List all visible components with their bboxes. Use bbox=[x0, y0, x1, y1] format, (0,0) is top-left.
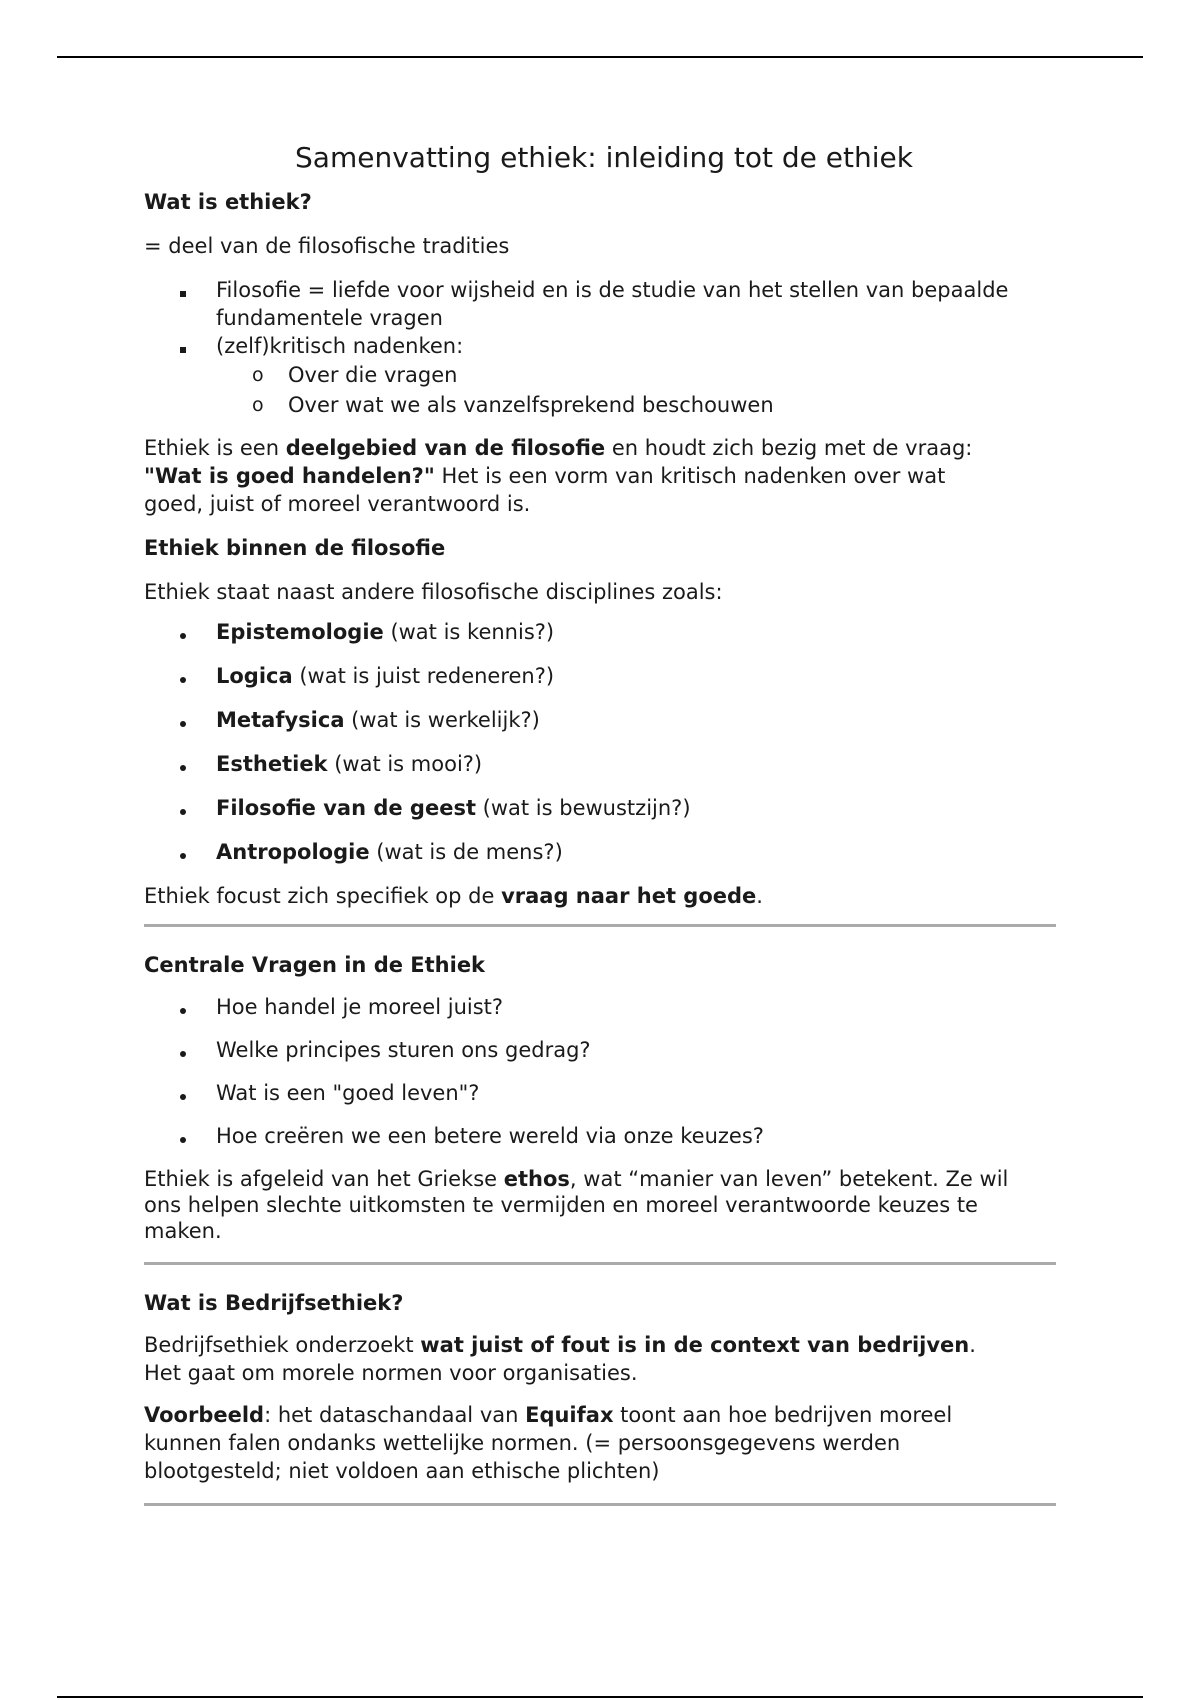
sub-list-item-text: Over die vragen bbox=[288, 363, 458, 387]
text-span: toont aan hoe bedrijven moreel bbox=[613, 1403, 953, 1427]
list-item-text: fundamentele vragen bbox=[216, 306, 443, 330]
text-span: , wat “manier van leven” betekent. Ze wil bbox=[569, 1167, 1009, 1191]
bullet-icon bbox=[180, 993, 200, 1021]
list-item-text: Hoe handel je moreel juist? bbox=[216, 995, 504, 1019]
bullet-icon bbox=[180, 1079, 200, 1107]
list-item bbox=[144, 332, 1064, 360]
square-bullet-icon bbox=[180, 332, 200, 360]
list-item-text: Wat is een "goed leven"? bbox=[216, 1081, 480, 1105]
list-item bbox=[144, 1122, 1064, 1150]
list-item bbox=[144, 794, 1064, 822]
bold-text: vraag naar het goede bbox=[501, 884, 757, 908]
list-disciplines bbox=[144, 618, 1064, 866]
paragraph-bedrijfsethiek bbox=[144, 1331, 1064, 1387]
discipline-term: Filosofie van de geest bbox=[216, 796, 476, 820]
bold-text: ethos bbox=[503, 1167, 570, 1191]
section-divider bbox=[144, 1503, 1056, 1506]
bold-text: Voorbeeld bbox=[144, 1403, 265, 1427]
list-filosofie bbox=[144, 276, 1064, 420]
text-span: goed, juist of moreel verantwoord is. bbox=[144, 492, 531, 516]
text-span: Het gaat om morele normen voor organisaties. bbox=[144, 1361, 638, 1385]
text-span: maken. bbox=[144, 1219, 222, 1243]
discipline-description: (wat is bewustzijn?) bbox=[475, 796, 691, 820]
discipline-description: (wat is kennis?) bbox=[383, 620, 555, 644]
bullet-icon bbox=[180, 750, 200, 778]
intro-disciplines: Ethiek staat naast andere filosofische disciplines zoals: bbox=[144, 580, 723, 604]
text-span: Ethiek is afgeleid van het Griekse bbox=[144, 1167, 504, 1191]
discipline-description: (wat is de mens?) bbox=[369, 840, 563, 864]
text-span: Het is een vorm van kritisch nadenken over wat bbox=[434, 464, 946, 488]
page-top-rule bbox=[57, 56, 1143, 58]
list-item-text: Hoe creëren we een betere wereld via onze keuzes? bbox=[216, 1124, 764, 1148]
list-item bbox=[144, 838, 1064, 866]
heading-ethiek-binnen-filosofie: Ethiek binnen de filosofie bbox=[144, 536, 446, 560]
bullet-icon bbox=[180, 662, 200, 690]
bold-text: wat juist of fout is in de context van bedrijven bbox=[420, 1333, 970, 1357]
list-item bbox=[144, 276, 1064, 332]
circle-bullet-icon: o bbox=[252, 394, 264, 416]
text-span: Bedrijfsethiek onderzoekt bbox=[144, 1333, 421, 1357]
circle-bullet-icon: o bbox=[252, 364, 264, 386]
heading-centrale-vragen: Centrale Vragen in de Ethiek bbox=[144, 953, 486, 977]
list-item bbox=[144, 662, 1064, 690]
paragraph-ethos bbox=[144, 1166, 1064, 1244]
text-span: . bbox=[756, 884, 763, 908]
discipline-description: (wat is mooi?) bbox=[327, 752, 483, 776]
bold-text: deelgebied van de filosofie bbox=[285, 436, 606, 460]
text-span: Ethiek is een bbox=[144, 436, 286, 460]
bullet-icon bbox=[180, 794, 200, 822]
list-item bbox=[144, 1079, 1064, 1107]
list-item-text: Filosofie = liefde voor wijsheid en is de studie van het stellen van bepaalde bbox=[216, 278, 1009, 302]
discipline-term: Antropologie bbox=[216, 840, 370, 864]
paragraph-voorbeeld-equifax bbox=[144, 1401, 1064, 1485]
intro-filosofische-tradities: = deel van de filosofische tradities bbox=[144, 234, 510, 258]
text-span: en houdt zich bezig met de vraag: bbox=[605, 436, 973, 460]
text-span: ons helpen slechte uitkomsten te vermijden en moreel verantwoorde keuzes te bbox=[144, 1193, 978, 1217]
text-span: : het dataschandaal van bbox=[264, 1403, 526, 1427]
discipline-term: Metafysica bbox=[216, 708, 345, 732]
square-bullet-icon bbox=[180, 276, 200, 304]
list-item-text: Welke principes sturen ons gedrag? bbox=[216, 1038, 591, 1062]
list-centrale-vragen bbox=[144, 993, 1064, 1150]
bullet-icon bbox=[180, 1122, 200, 1150]
bullet-icon bbox=[180, 1036, 200, 1064]
page-bottom-rule bbox=[57, 1696, 1143, 1698]
list-item-text: (zelf)kritisch nadenken: bbox=[216, 334, 464, 358]
sub-list-item-text: Over wat we als vanzelfsprekend beschouwen bbox=[288, 393, 774, 417]
discipline-description: (wat is werkelijk?) bbox=[344, 708, 540, 732]
sub-list-item bbox=[144, 360, 1064, 390]
heading-bedrijfsethiek: Wat is Bedrijfsethiek? bbox=[144, 1291, 404, 1315]
bold-text: Equifax bbox=[525, 1403, 614, 1427]
bold-text: "Wat is goed handelen?" bbox=[144, 464, 435, 488]
list-item bbox=[144, 750, 1064, 778]
discipline-term: Epistemologie bbox=[216, 620, 384, 644]
heading-wat-is-ethiek: Wat is ethiek? bbox=[144, 190, 312, 214]
text-span: . bbox=[969, 1333, 976, 1357]
list-item bbox=[144, 706, 1064, 734]
paragraph-ethiek-definitie bbox=[144, 434, 1064, 518]
discipline-term: Esthetiek bbox=[216, 752, 328, 776]
sub-list-item bbox=[144, 390, 1064, 420]
document-title: Samenvatting ethiek: inleiding tot de ethiek bbox=[295, 141, 913, 174]
text-span: kunnen falen ondanks wettelijke normen. (= persoonsgegevens werden bbox=[144, 1431, 901, 1455]
document-body bbox=[144, 140, 1064, 1506]
bullet-icon bbox=[180, 838, 200, 866]
discipline-term: Logica bbox=[216, 664, 293, 688]
list-item bbox=[144, 993, 1064, 1021]
bullet-icon bbox=[180, 618, 200, 646]
text-span: Ethiek focust zich specifiek op de bbox=[144, 884, 502, 908]
discipline-description: (wat is juist redeneren?) bbox=[292, 664, 555, 688]
bullet-icon bbox=[180, 706, 200, 734]
text-span: blootgesteld; niet voldoen aan ethische plichten) bbox=[144, 1459, 660, 1483]
list-item bbox=[144, 1036, 1064, 1064]
paragraph-vraag-naar-het-goede bbox=[144, 882, 1064, 910]
list-item bbox=[144, 618, 1064, 646]
